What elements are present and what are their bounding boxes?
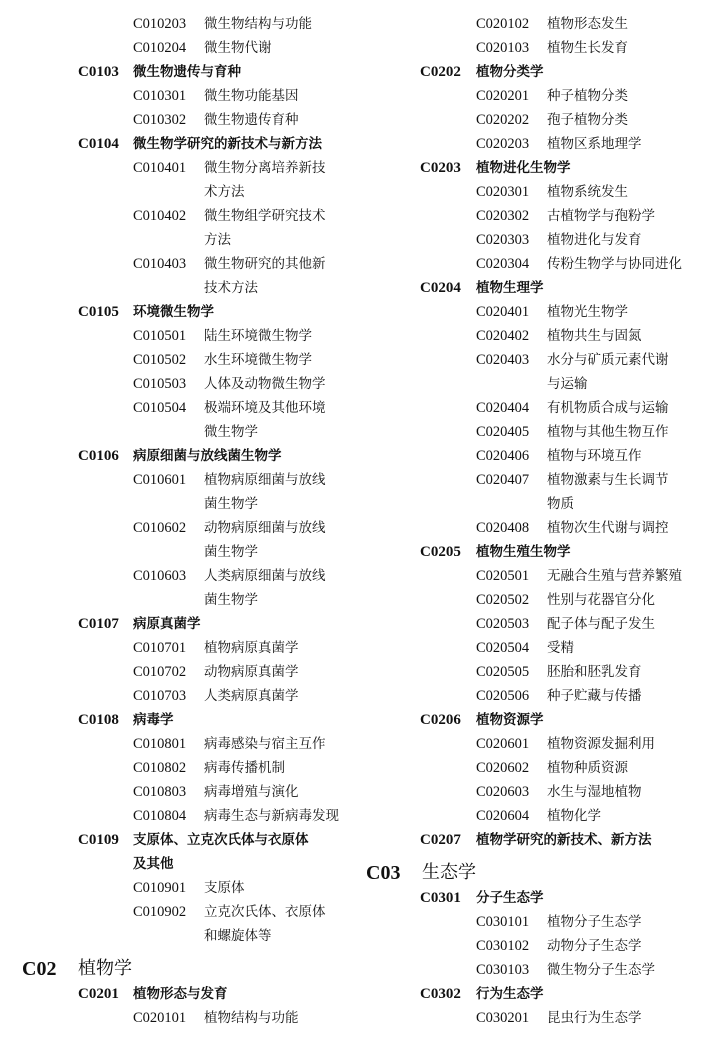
code: C020406 <box>476 448 530 464</box>
label: 微生物分子生态学 <box>547 962 655 978</box>
label: 传粉生物学与协同进化 <box>547 256 682 272</box>
label: 水生与湿地植物 <box>547 784 642 800</box>
entry-row <box>362 756 712 780</box>
label: 微生物学研究的新技术与新方法 <box>133 136 322 152</box>
code: C02 <box>22 958 57 980</box>
entry-continuation <box>0 180 350 204</box>
code: C010701 <box>133 640 187 656</box>
code: C0202 <box>420 64 461 80</box>
entry-row <box>362 132 712 156</box>
code: C020602 <box>476 760 530 776</box>
label: 植物分子生态学 <box>547 914 642 930</box>
code: C010402 <box>133 208 187 224</box>
code: C010902 <box>133 904 187 920</box>
entry-row <box>362 108 712 132</box>
label: 微生物结构与功能 <box>204 16 312 32</box>
code: C020301 <box>476 184 530 200</box>
entry-row <box>362 934 712 958</box>
subsection-heading <box>362 886 712 910</box>
label: 微生物学 <box>204 424 258 440</box>
label: 植物系统发生 <box>547 184 628 200</box>
code: C020504 <box>476 640 530 656</box>
code: C020501 <box>476 568 530 584</box>
code: C020302 <box>476 208 530 224</box>
label: 植物生殖生物学 <box>476 544 571 560</box>
label: 植物进化生物学 <box>476 160 571 176</box>
code: C010502 <box>133 352 187 368</box>
label: 环境微生物学 <box>133 304 214 320</box>
label: 微生物功能基因 <box>204 88 299 104</box>
subsection-heading <box>362 540 712 564</box>
subsection-heading <box>0 612 350 636</box>
label: 方法 <box>204 232 231 248</box>
label: 植物共生与固氮 <box>547 328 642 344</box>
code: C0106 <box>78 448 119 464</box>
code: C010803 <box>133 784 187 800</box>
label: 人体及动物微生物学 <box>204 376 326 392</box>
entry-row <box>0 684 350 708</box>
code: C0107 <box>78 616 119 632</box>
entry-row <box>0 84 350 108</box>
label: 菌生物学 <box>204 544 258 560</box>
entry-continuation <box>0 492 350 516</box>
label: 植物学研究的新技术、新方法 <box>476 832 652 848</box>
entry-row <box>362 252 712 276</box>
label: 植物激素与生长调节 <box>547 472 669 488</box>
label: 动物分子生态学 <box>547 938 642 954</box>
label: 人类病原真菌学 <box>204 688 299 704</box>
entry-row <box>362 300 712 324</box>
label: 立克次氏体、衣原体 <box>204 904 326 920</box>
label: 与运输 <box>547 376 588 392</box>
code: C0105 <box>78 304 119 320</box>
entry-row <box>0 636 350 660</box>
label: 孢子植物分类 <box>547 112 628 128</box>
code: C020101 <box>133 1010 187 1026</box>
entry-row <box>362 12 712 36</box>
code: C020402 <box>476 328 530 344</box>
entry-row <box>0 756 350 780</box>
subsection-heading <box>0 132 350 156</box>
entry-row <box>0 348 350 372</box>
code: C010702 <box>133 664 187 680</box>
label: 病毒增殖与演化 <box>204 784 299 800</box>
label: 植物学 <box>78 958 132 979</box>
label: 胚胎和胚乳发育 <box>547 664 642 680</box>
label: 植物光生物学 <box>547 304 628 320</box>
code: C020601 <box>476 736 530 752</box>
entry-row <box>0 36 350 60</box>
entry-row <box>0 1006 350 1030</box>
code: C030101 <box>476 914 530 930</box>
label: 技术方法 <box>204 280 258 296</box>
entry-row <box>362 396 712 420</box>
label: 植物资源发掘利用 <box>547 736 655 752</box>
label: 微生物遗传育种 <box>204 112 299 128</box>
entry-row <box>0 252 350 276</box>
label: 植物区系地理学 <box>547 136 642 152</box>
label: 菌生物学 <box>204 496 258 512</box>
code: C0205 <box>420 544 461 560</box>
code: C020201 <box>476 88 530 104</box>
code: C020503 <box>476 616 530 632</box>
right-column <box>362 12 712 1030</box>
code: C010601 <box>133 472 187 488</box>
entry-row <box>0 324 350 348</box>
label: 植物病原细菌与放线 <box>204 472 326 488</box>
entry-row <box>362 958 712 982</box>
subsection-heading <box>0 828 350 852</box>
code: C010804 <box>133 808 187 824</box>
entry-row <box>362 910 712 934</box>
code: C020103 <box>476 40 530 56</box>
entry-row <box>362 612 712 636</box>
entry-continuation <box>0 588 350 612</box>
entry-row <box>0 516 350 540</box>
label: 术方法 <box>204 184 245 200</box>
code: C020102 <box>476 16 530 32</box>
subsection-heading-continuation <box>0 852 350 876</box>
code: C020603 <box>476 784 530 800</box>
entry-row <box>0 900 350 924</box>
label: 生态学 <box>422 862 476 883</box>
entry-row <box>0 204 350 228</box>
code: C0206 <box>420 712 461 728</box>
label: 植物与其他生物互作 <box>547 424 669 440</box>
code: C010301 <box>133 88 187 104</box>
entry-row <box>0 156 350 180</box>
code: C010901 <box>133 880 187 896</box>
code: C010401 <box>133 160 187 176</box>
label: 微生物研究的其他新 <box>204 256 326 272</box>
label: 配子体与配子发生 <box>547 616 655 632</box>
subsection-heading <box>0 60 350 84</box>
code: C010501 <box>133 328 187 344</box>
code: C010801 <box>133 736 187 752</box>
label: 植物病原真菌学 <box>204 640 299 656</box>
entry-row <box>0 564 350 588</box>
label: 植物次生代谢与调控 <box>547 520 669 536</box>
label: 植物生长发育 <box>547 40 628 56</box>
entry-row <box>0 396 350 420</box>
label: 植物形态发生 <box>547 16 628 32</box>
entry-row <box>0 372 350 396</box>
entry-row <box>362 84 712 108</box>
subsection-heading <box>362 60 712 84</box>
label: 病毒感染与宿主互作 <box>204 736 326 752</box>
code: C020404 <box>476 400 530 416</box>
label: 动物病原真菌学 <box>204 664 299 680</box>
section-heading <box>0 954 350 984</box>
label: 植物进化与发育 <box>547 232 642 248</box>
entry-row <box>362 732 712 756</box>
label: 微生物分离培养新技 <box>204 160 326 176</box>
entry-row <box>362 324 712 348</box>
code: C010703 <box>133 688 187 704</box>
code: C0204 <box>420 280 461 296</box>
code: C010504 <box>133 400 187 416</box>
code: C030102 <box>476 938 530 954</box>
entry-row <box>362 564 712 588</box>
label: 支原体 <box>204 880 245 896</box>
label: 和螺旋体等 <box>204 928 272 944</box>
subsection-heading <box>362 982 712 1006</box>
code: C0108 <box>78 712 119 728</box>
label: 古植物学与孢粉学 <box>547 208 655 224</box>
label: 病毒学 <box>133 712 174 728</box>
entry-row <box>0 468 350 492</box>
code: C0301 <box>420 890 461 906</box>
code: C020604 <box>476 808 530 824</box>
code: C020405 <box>476 424 530 440</box>
subsection-heading <box>362 828 712 852</box>
code: C010302 <box>133 112 187 128</box>
label: 陆生环境微生物学 <box>204 328 312 344</box>
label: 植物形态与发育 <box>133 986 228 1002</box>
entry-row <box>362 36 712 60</box>
left-column <box>0 12 350 1030</box>
code: C020303 <box>476 232 530 248</box>
label: 及其他 <box>133 856 174 872</box>
label: 种子贮藏与传播 <box>547 688 642 704</box>
code: C020505 <box>476 664 530 680</box>
code: C020203 <box>476 136 530 152</box>
label: 性别与花器官分化 <box>547 592 655 608</box>
entry-continuation <box>0 420 350 444</box>
label: 植物化学 <box>547 808 601 824</box>
code: C0104 <box>78 136 119 152</box>
label: 水分与矿质元素代谢 <box>547 352 669 368</box>
label: 昆虫行为生态学 <box>547 1010 642 1026</box>
code: C03 <box>366 862 401 884</box>
entry-row <box>362 636 712 660</box>
code: C010802 <box>133 760 187 776</box>
entry-row <box>0 660 350 684</box>
entry-continuation <box>362 492 712 516</box>
label: 支原体、立克次氏体与衣原体 <box>133 832 309 848</box>
entry-row <box>362 180 712 204</box>
code: C020401 <box>476 304 530 320</box>
code: C020403 <box>476 352 530 368</box>
section-heading <box>362 858 712 888</box>
code: C0201 <box>78 986 119 1002</box>
label: 微生物代谢 <box>204 40 272 56</box>
entry-row <box>362 468 712 492</box>
entry-row <box>362 420 712 444</box>
code: C010203 <box>133 16 187 32</box>
label: 极端环境及其他环境 <box>204 400 326 416</box>
label: 病毒传播机制 <box>204 760 285 776</box>
entry-row <box>362 780 712 804</box>
code: C0302 <box>420 986 461 1002</box>
label: 微生物遗传与育种 <box>133 64 241 80</box>
entry-continuation <box>362 372 712 396</box>
code: C020202 <box>476 112 530 128</box>
code: C020502 <box>476 592 530 608</box>
label: 动物病原细菌与放线 <box>204 520 326 536</box>
label: 微生物组学研究技术 <box>204 208 326 224</box>
label: 植物分类学 <box>476 64 544 80</box>
code: C020407 <box>476 472 530 488</box>
code: C010503 <box>133 376 187 392</box>
entry-row <box>362 348 712 372</box>
entry-row <box>362 588 712 612</box>
subsection-heading <box>362 276 712 300</box>
entry-row <box>362 444 712 468</box>
label: 种子植物分类 <box>547 88 628 104</box>
code: C0203 <box>420 160 461 176</box>
entry-row <box>0 804 350 828</box>
code: C010602 <box>133 520 187 536</box>
label: 植物种质资源 <box>547 760 628 776</box>
label: 人类病原细菌与放线 <box>204 568 326 584</box>
subsection-heading <box>0 708 350 732</box>
label: 植物生理学 <box>476 280 544 296</box>
label: 病原真菌学 <box>133 616 201 632</box>
entry-continuation <box>0 228 350 252</box>
entry-continuation <box>0 540 350 564</box>
entry-row <box>362 804 712 828</box>
entry-row <box>362 204 712 228</box>
entry-row <box>362 516 712 540</box>
code: C0103 <box>78 64 119 80</box>
label: 病原细菌与放线菌生物学 <box>133 448 282 464</box>
entry-continuation <box>0 924 350 948</box>
label: 植物与环境互作 <box>547 448 642 464</box>
entry-row <box>0 12 350 36</box>
label: 无融合生殖与营养繁殖 <box>547 568 682 584</box>
label: 有机物质合成与运输 <box>547 400 669 416</box>
code: C020408 <box>476 520 530 536</box>
label: 行为生态学 <box>476 986 544 1002</box>
label: 物质 <box>547 496 574 512</box>
entry-row <box>362 228 712 252</box>
code: C0207 <box>420 832 461 848</box>
subsection-heading <box>0 982 350 1006</box>
code: C0109 <box>78 832 119 848</box>
entry-row <box>0 876 350 900</box>
entry-row <box>0 780 350 804</box>
subsection-heading <box>362 708 712 732</box>
label: 植物结构与功能 <box>204 1010 299 1026</box>
label: 受精 <box>547 640 574 656</box>
code: C020304 <box>476 256 530 272</box>
code: C010603 <box>133 568 187 584</box>
label: 菌生物学 <box>204 592 258 608</box>
code: C020506 <box>476 688 530 704</box>
label: 病毒生态与新病毒发现 <box>204 808 339 824</box>
label: 植物资源学 <box>476 712 544 728</box>
entry-row <box>0 108 350 132</box>
code: C010204 <box>133 40 187 56</box>
subsection-heading <box>0 300 350 324</box>
entry-row <box>0 732 350 756</box>
label: 水生环境微生物学 <box>204 352 312 368</box>
entry-continuation <box>0 276 350 300</box>
entry-row <box>362 660 712 684</box>
code: C010403 <box>133 256 187 272</box>
entry-row <box>362 1006 712 1030</box>
code: C030103 <box>476 962 530 978</box>
entry-row <box>362 684 712 708</box>
subsection-heading <box>362 156 712 180</box>
code: C030201 <box>476 1010 530 1026</box>
subsection-heading <box>0 444 350 468</box>
label: 分子生态学 <box>476 890 544 906</box>
